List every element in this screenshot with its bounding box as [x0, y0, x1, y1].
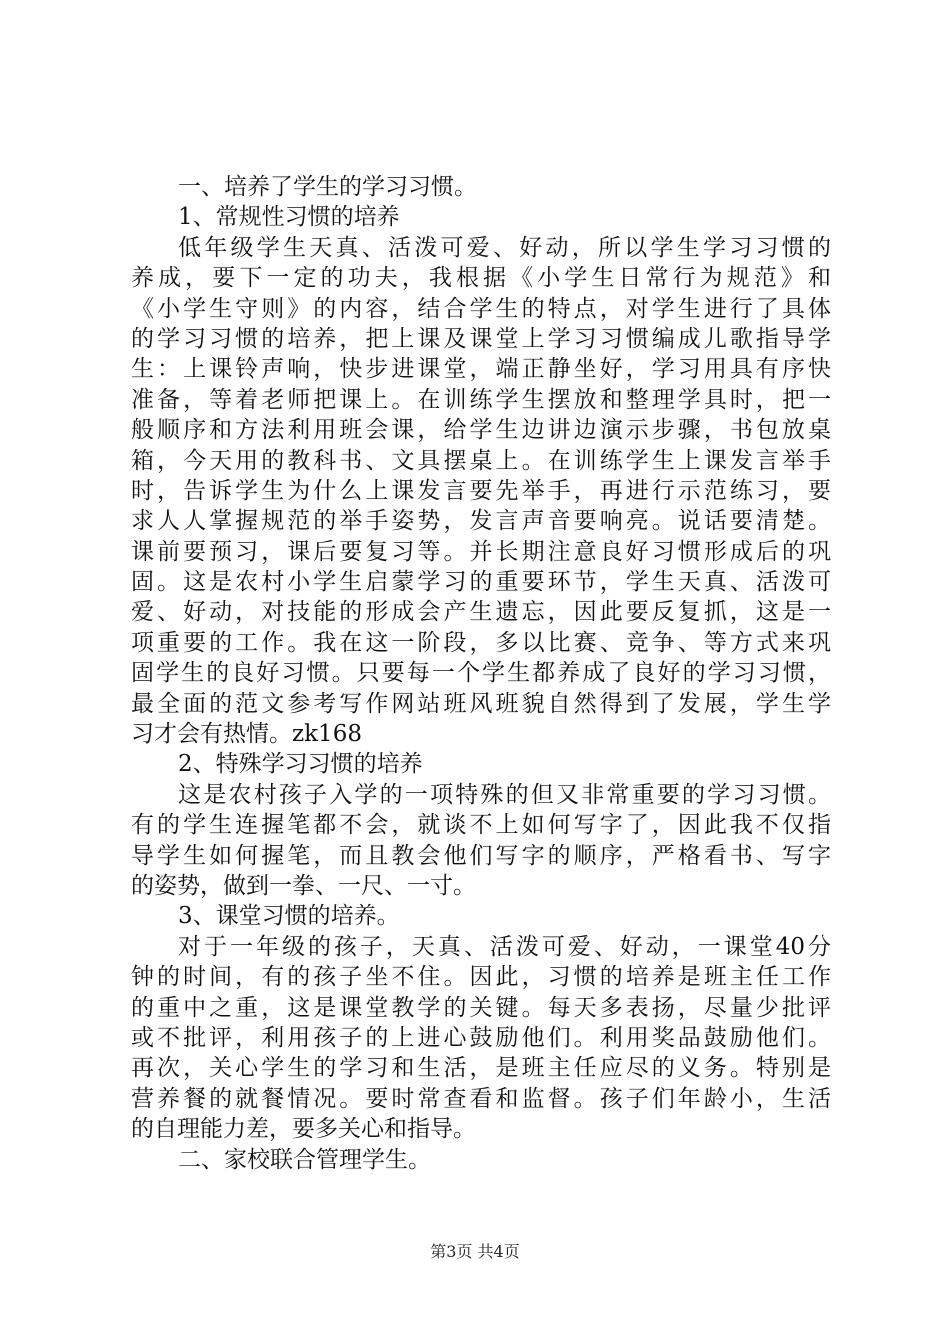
- paragraph-line: 或不批评，利用孩子的上进心鼓励他们。利用奖品鼓励他们。: [131, 1024, 831, 1051]
- subheading-2: 2、特殊学习习惯的培养: [178, 751, 423, 778]
- paragraph-line: 时，告诉学生为什么上课发言要先举手，再进行示范练习，要: [131, 477, 831, 504]
- paragraph-line: 准备，等着老师把课上。在训练学生摆放和整理学具时，把一: [131, 386, 831, 413]
- page-number-footer: 第3页 共4页: [430, 1242, 520, 1261]
- paragraph-line: 的重中之重，这是课堂教学的关键。每天多表扬，尽量少批评: [131, 994, 831, 1021]
- paragraph-line: 低年级学生天真、活泼可爱、好动，所以学生学习习惯的: [178, 234, 831, 261]
- paragraph-line: 养成，要下一定的功夫，我根据《小学生日常行为规范》和: [131, 265, 831, 292]
- paragraph-line: 固学生的良好习惯。只要每一个学生都养成了良好的学习习惯，: [131, 660, 831, 687]
- paragraph-line: 般顺序和方法利用班会课，给学生边讲边演示步骤，书包放桌: [131, 417, 831, 444]
- paragraph-line: 爱、好动，对技能的形成会产生遗忘，因此要反复抓，这是一: [131, 599, 831, 626]
- paragraph-line: 箱，今天用的教科书、文具摆桌上。在训练学生上课发言举手: [131, 447, 831, 474]
- paragraph-line: 固。这是农村小学生启蒙学习的重要环节，学生天真、活泼可: [131, 569, 831, 596]
- paragraph-line: 这是农村孩子入学的一项特殊的但又非常重要的学习习惯。: [178, 781, 831, 808]
- document-body: [131, 172, 831, 1175]
- section-heading-2: 二、家校联合管理学生。: [178, 1146, 431, 1173]
- paragraph-line: 导学生如何握笔，而且教会他们写字的顺序，严格看书、写字: [131, 842, 831, 869]
- subheading-1: 1、常规性习惯的培养: [178, 204, 400, 231]
- paragraph-line: 求人人掌握规范的举手姿势，发言声音要响亮。说话要清楚。: [131, 508, 831, 535]
- paragraph-line: 课前要预习，课后要复习等。并长期注意良好习惯形成后的巩: [131, 538, 831, 565]
- paragraph-line: 对于一年级的孩子，天真、活泼可爱、好动，一课堂40分: [178, 933, 831, 960]
- paragraph-line: 有的学生连握笔都不会，就谈不上如何写字了，因此我不仅指: [131, 812, 831, 839]
- paragraph-line: 的姿势，做到一拳、一尺、一寸。: [131, 872, 476, 899]
- subheading-3: 3、课堂习惯的培养。: [178, 903, 400, 930]
- paragraph-line: 钟的时间，有的孩子坐不住。因此，习惯的培养是班主任工作: [131, 964, 831, 991]
- paragraph-line: 的自理能力差，要多关心和指导。: [131, 1116, 476, 1143]
- paragraph-line: 项重要的工作。我在这一阶段，多以比赛、竞争、等方式来巩: [131, 629, 831, 656]
- paragraph-line: 《小学生守则》的内容，结合学生的特点，对学生进行了具体: [131, 295, 831, 322]
- paragraph-line: 最全面的范文参考写作网站班风班貌自然得到了发展，学生学: [131, 690, 831, 717]
- paragraph-line: 的学习习惯的培养，把上课及课堂上学习习惯编成儿歌指导学: [131, 325, 831, 352]
- paragraph-line: 再次，关心学生的学习和生活，是班主任应尽的义务。特别是: [131, 1055, 831, 1082]
- paragraph-line: 生：上课铃声响，快步进课堂，端正静坐好，学习用具有序快: [131, 356, 831, 383]
- paragraph-line: 习才会有热情。zk168: [131, 721, 362, 748]
- section-heading-1: 一、培养了学生的学习习惯。: [178, 174, 477, 200]
- paragraph-line: 营养餐的就餐情况。要时常查看和监督。孩子们年龄小，生活: [131, 1085, 831, 1112]
